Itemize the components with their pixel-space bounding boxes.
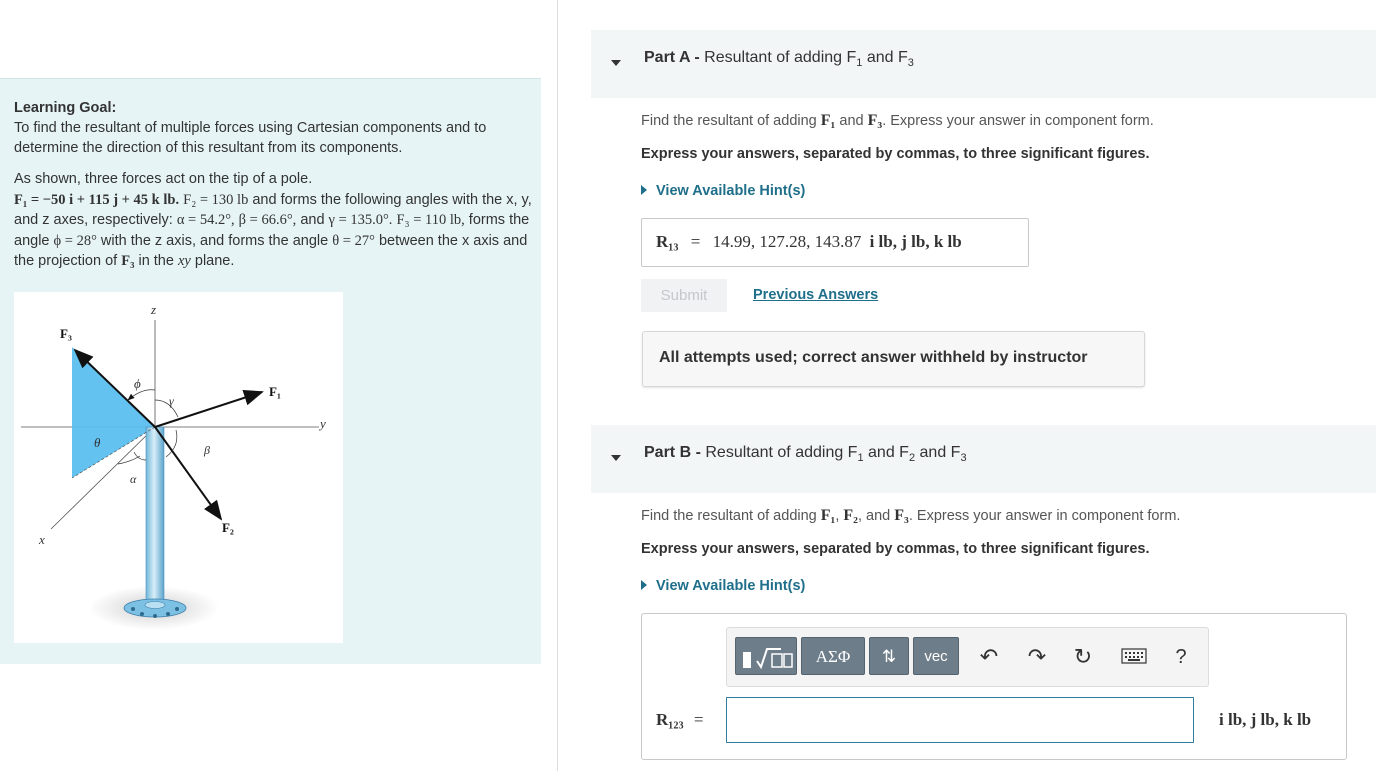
gamma-equation: γ = 135.0°. [328, 212, 393, 228]
label-x: x [39, 532, 45, 547]
f3-symbol: F₃ [121, 253, 135, 269]
label-theta: θ [94, 435, 101, 450]
label-f2: F₂ [222, 520, 234, 535]
f2-text: and forms the following angles with the x, y, and z axes, respectively: [14, 191, 532, 228]
phi-arc [128, 390, 155, 400]
part-a-express-note: Express your answers, separated by commas, to three significant figures. [641, 146, 1150, 162]
problem-intro: As shown, three forces act on the tip of a pole. [14, 171, 313, 187]
label-alpha: α [130, 472, 137, 486]
part-a-hint-toggle[interactable]: View Available Hint(s) [641, 183, 805, 199]
label-y: y [320, 416, 326, 431]
learning-goal-text: To find the resultant of multiple forces using Cartesian components and to determine the direction of this resultant from its components. [14, 120, 487, 156]
and-text: and [300, 212, 325, 228]
in-the-text: in the [138, 253, 174, 269]
phi-text: with the z axis, and forms the angle [100, 232, 329, 249]
help-button[interactable]: ? [1175, 646, 1187, 668]
label-phi: ϕ [134, 376, 141, 391]
part-b-header[interactable] [591, 425, 1376, 493]
label-gamma: γ [169, 394, 174, 408]
learning-goal [14, 98, 534, 158]
previous-answers-link[interactable]: Previous Answers [753, 287, 879, 303]
part-b-answer-area [641, 613, 1347, 760]
expand-triangle-icon [641, 580, 647, 590]
label-z: z [151, 302, 157, 317]
part-a-instructions: Find the resultant of adding F₁ and F₃. Express your answer in component form. [641, 112, 1154, 129]
phi-equation: ϕ = 28° [53, 232, 97, 249]
f2-equation: F₂ = 130 lb [183, 191, 249, 208]
collapse-caret-icon[interactable] [611, 455, 621, 461]
part-a-answer-value: 14.99, 127.28, 143.87 [712, 232, 862, 251]
plane-symbol: xy [177, 253, 191, 269]
pole [146, 427, 164, 607]
theta-equation: θ = 27° [332, 232, 375, 249]
plane-text: plane. [194, 253, 235, 269]
part-b-answer-input[interactable] [726, 697, 1194, 743]
problem-statement [14, 169, 534, 272]
label-beta: β [204, 443, 210, 457]
theta-text: between the x axis and the projection of [14, 232, 528, 269]
redo-icon[interactable]: ↷ [1027, 644, 1047, 669]
f3-projection-plane [72, 347, 155, 478]
undo-icon[interactable]: ↶ [979, 644, 999, 669]
collapse-caret-icon[interactable] [611, 60, 621, 66]
templates-button[interactable] [735, 637, 797, 675]
greek-symbols-button[interactable]: ΑΣΦ [801, 637, 865, 675]
part-a-header[interactable] [591, 30, 1376, 98]
part-a-units: i lb, j lb, k lb [869, 232, 962, 251]
learning-goal-title: Learning Goal: [14, 100, 117, 116]
f1-equation: F₁ = −50 i + 115 j + 45 k lb. [14, 191, 180, 208]
part-a-answer-display: R₁₃ = 14.99, 127.28, 143.87 i lb, j lb, k lb [641, 218, 1029, 267]
math-toolbar [726, 627, 1209, 687]
r13-label: R₁₃ [656, 232, 679, 251]
f2-vector [155, 427, 221, 519]
part-b-instructions: Find the resultant of adding F₁, F₂, and F₃. Express your answer in component form. [641, 507, 1181, 524]
alpha-equation: α = 54.2°, [176, 212, 235, 228]
force-diagram [14, 292, 343, 643]
attempts-feedback: All attempts used; correct answer withheld by instructor [642, 331, 1145, 387]
part-b-express-note: Express your answers, separated by commas, to three significant figures. [641, 541, 1150, 557]
part-a-title: Part A - Resultant of adding $F_1$ and $F_3$ [644, 49, 914, 70]
expand-triangle-icon [641, 185, 647, 195]
keyboard-icon[interactable] [1120, 644, 1148, 670]
part-b-units: i lb, j lb, k lb [1219, 710, 1312, 729]
r123-label: R₁₂₃ = [656, 710, 704, 729]
label-f3: F₃ [60, 326, 72, 341]
part-b-title: Part B - Resultant of adding $F_1$ and $F_2$ and $F_3$ [644, 444, 967, 465]
label-f1: F₁ [269, 384, 281, 399]
reorder-arrows-button[interactable]: ⇅ [869, 637, 909, 675]
problem-panel [0, 78, 541, 664]
f3-equation: F₃ = 110 lb, [396, 212, 465, 228]
vector-button[interactable]: vec [913, 637, 959, 675]
reset-icon[interactable]: ↻ [1073, 644, 1093, 669]
part-b-hint-toggle[interactable]: View Available Hint(s) [641, 578, 805, 594]
column-divider [557, 0, 558, 771]
f3-text: forms the angle [14, 212, 530, 249]
beta-equation: β = 66.6°, [238, 212, 297, 228]
gamma-arc [155, 400, 178, 417]
submit-button[interactable]: Submit [641, 279, 727, 312]
